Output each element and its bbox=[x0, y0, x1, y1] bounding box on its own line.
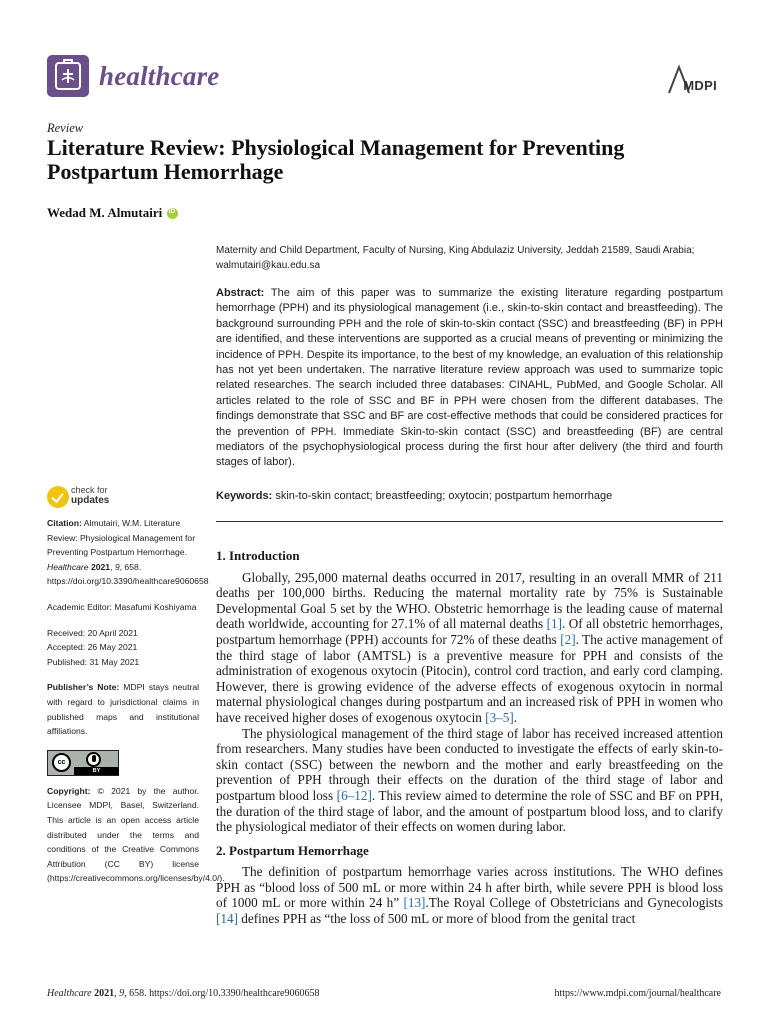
paragraph-text: Globally, 295,000 maternal deaths occurred in 2017, resulting in an overall MMR of 211 deaths per 100,000 births. Reducing the maternal mortality rate by 75% is Sustainable Developmental Goal 5 set by the WHO. Obstetric hemorrhage is the leading cause of maternal death worldwide, accounting for 27.1% of all maternal deaths bbox=[216, 569, 723, 632]
citation-volume: 9 bbox=[114, 561, 120, 572]
citation-link[interactable]: [1] bbox=[546, 616, 562, 632]
paragraph-text: . Of all obstetric hemorrhages, postpartum hemorrhage (PPH) accounts for 72% of these deaths bbox=[216, 616, 723, 647]
citation-block: Citation: Almutairi, W.M. Literature Review: Physiological Management for Preventing Postpartum Hemorrhage. Healthcare 2021, 9, 658. https://doi.org/10.3390/healthcare9060658 bbox=[47, 518, 209, 587]
paragraph-text: The physiological management of the third stage of labor has received increased attention from researchers. Many studies have been conducted to investigate the effects of early skin-to-skin contact (SSC) between the newborn and the mother and early breastfeeding on the prevention of PPH through their effects on the duration of the third stage of labor and postpartum blood loss bbox=[216, 725, 723, 803]
citation-year: 2021 bbox=[90, 561, 111, 572]
publisher-note-text: MDPI stays neutral with regard to jurisdictional claims in published maps and institutional affiliations. bbox=[47, 682, 200, 737]
citation-journal: Healthcare bbox=[47, 561, 89, 572]
keywords-label: Keywords: bbox=[216, 490, 273, 502]
paragraph-text: .The Royal College of Obstetricians and Gynecologists bbox=[425, 895, 723, 911]
footer-volume: 9 bbox=[119, 988, 125, 999]
section-divider bbox=[216, 521, 723, 522]
article-body bbox=[216, 548, 723, 927]
keywords-text: skin-to-skin contact; breastfeeding; oxytocin; postpartum hemorrhage bbox=[275, 490, 613, 502]
academic-editor: Academic Editor: Masafumi Koshiyama bbox=[47, 601, 197, 612]
author-line bbox=[47, 205, 178, 221]
check-updates-line1: check for bbox=[71, 485, 108, 495]
keywords bbox=[216, 489, 723, 504]
sidebar bbox=[47, 484, 225, 897]
citation-doi[interactable]: , 658. https://doi.org/10.3390/healthcare9060658 bbox=[47, 561, 209, 587]
article-type: Review bbox=[47, 121, 84, 135]
accepted-date: Accepted: 26 May 2021 bbox=[47, 642, 138, 653]
footer-year: 2021 bbox=[94, 988, 115, 999]
paragraph-text: . bbox=[513, 709, 518, 725]
copyright-label: Copyright: bbox=[47, 785, 91, 796]
paragraph-text: . The active management of the third stage of labor (AMTSL) is a preventive measure for PPH and consists of the administration of exogenous oxytocin (Pitocin), control cord traction, and early cord clamping. However, there is growing evidence of the adverse effects of exogenous oxytocin in normal maternal physiological changes during postpartum and an increased risk of PPH in women who have received higher doses of exogenous oxytocin bbox=[216, 631, 723, 725]
citation-link[interactable]: [3–5] bbox=[485, 709, 514, 725]
copyright-block bbox=[47, 784, 225, 886]
citation-link[interactable]: [14] bbox=[216, 911, 238, 927]
publisher-note-label: Publisher’s Note: bbox=[47, 682, 120, 693]
section-heading-introduction: 1. Introduction bbox=[216, 548, 300, 563]
mdpi-logo[interactable] bbox=[663, 63, 721, 99]
cc-by-license-badge[interactable] bbox=[47, 750, 119, 776]
cc-icon: cc bbox=[52, 753, 71, 772]
intro-paragraph-2 bbox=[216, 726, 723, 835]
abstract-label: Abstract: bbox=[216, 287, 265, 299]
copyright-text: © 2021 by the author. Licensee MDPI, Basel, Switzerland. This article is an open access article distributed under the terms and conditions of the Creative Commons Attribution (CC BY) license (https://creativecommons.org/licenses/by/4.0/). bbox=[47, 785, 225, 884]
footer-doi[interactable]: , 658. https://doi.org/10.3390/healthcare9060658 bbox=[124, 988, 320, 999]
citation-link[interactable]: [2] bbox=[560, 631, 576, 647]
paragraph-text: defines PPH as “the loss of 500 mL or more of blood from the genital tract bbox=[237, 911, 636, 927]
orcid-icon[interactable] bbox=[167, 208, 178, 219]
dates-block bbox=[47, 626, 199, 670]
check-updates-text bbox=[71, 486, 109, 505]
check-updates-line2: updates bbox=[71, 494, 110, 506]
author-name: Wedad M. Almutairi bbox=[47, 205, 163, 220]
journal-header bbox=[47, 55, 721, 105]
attribution-person-icon bbox=[86, 752, 101, 767]
affiliation: Maternity and Child Department, Faculty of Nursing, King Abdulaziz University, Jeddah 21589, Saudi Arabia; walmutairi@kau.edu.sa bbox=[216, 245, 695, 271]
journal-name[interactable]: healthcare bbox=[99, 61, 220, 91]
citation-text: Almutairi, W.M. Literature Review: Physiological Management for Preventing Postpartum Hemorrhage. bbox=[47, 518, 196, 558]
pph-paragraph-1 bbox=[216, 864, 723, 926]
received-date: Received: 20 April 2021 bbox=[47, 627, 138, 638]
intro-paragraph-1 bbox=[216, 570, 723, 726]
paragraph-text: The definition of postpartum hemorrhage varies across institutions. The WHO defines PPH as “blood loss of 500 mL or more within 24 h after birth, while severe PPH is blood loss of 1000 mL or more within 24 h” bbox=[216, 864, 723, 911]
paragraph-text: . This review aimed to determine the role of SSC and BF on PPH, the duration of the third stage of labor, and the amount of postpartum blood loss, and to clarify the physiological mediator of their effects on women during labor. bbox=[216, 787, 723, 835]
citation-label: Citation: bbox=[47, 518, 82, 528]
publisher-note bbox=[47, 680, 199, 738]
cc-by-label: BY bbox=[74, 767, 119, 775]
footer-journal-url[interactable]: https://www.mdpi.com/journal/healthcare bbox=[554, 988, 721, 999]
footer-citation: Healthcare 2021, 9, 658. https://doi.org/10.3390/healthcare9060658 bbox=[47, 988, 320, 999]
abstract bbox=[216, 286, 723, 471]
citation-link[interactable]: [13] bbox=[403, 895, 426, 911]
check-for-updates-button[interactable] bbox=[47, 484, 199, 512]
article-title: Literature Review: Physiological Management for Preventing Postpartum Hemorrhage bbox=[47, 135, 625, 184]
publisher-name: MDPI bbox=[683, 78, 717, 93]
check-updates-icon bbox=[47, 486, 69, 508]
footer-journal: Healthcare bbox=[47, 988, 92, 999]
journal-logo-icon bbox=[47, 55, 89, 97]
citation-link[interactable]: [6–12] bbox=[336, 787, 372, 803]
section-heading-pph: 2. Postpartum Hemorrhage bbox=[216, 842, 369, 858]
abstract-text: The aim of this paper was to summarize the existing literature regarding postpartum hemorrhage (PPH) and its physiological management (i.e., skin-to-skin contact and breastfeeding). The background surrounding PPH and the role of skin-to-skin contact (SSC) and breastfeeding (BF) in PPH are identified, and these interventions are supported as a crucial means of preventing or minimizing the incidence of PPH. Despite its importance, to the best of my knowledge, an evaluation of this relationship has not yet been undertaken. The narrative literature review approach was used to summarize topic related researches. The search included three databases: CINAHL, PubMed, and Google Scholar. All articles related to the role of SSC and BF in PPH were chosen from the different databases. The findings demonstrate that SSC and BF are cost-effective methods that could be considered practices for the prevention of PPH. Immediate Skin-to-skin contact (SSC) and breastfeeding (BF) are central mediators of the psychophysiological process during the first hour after delivery (the third and fourth stages of labor). bbox=[216, 287, 723, 469]
published-date: Published: 31 May 2021 bbox=[47, 656, 140, 667]
